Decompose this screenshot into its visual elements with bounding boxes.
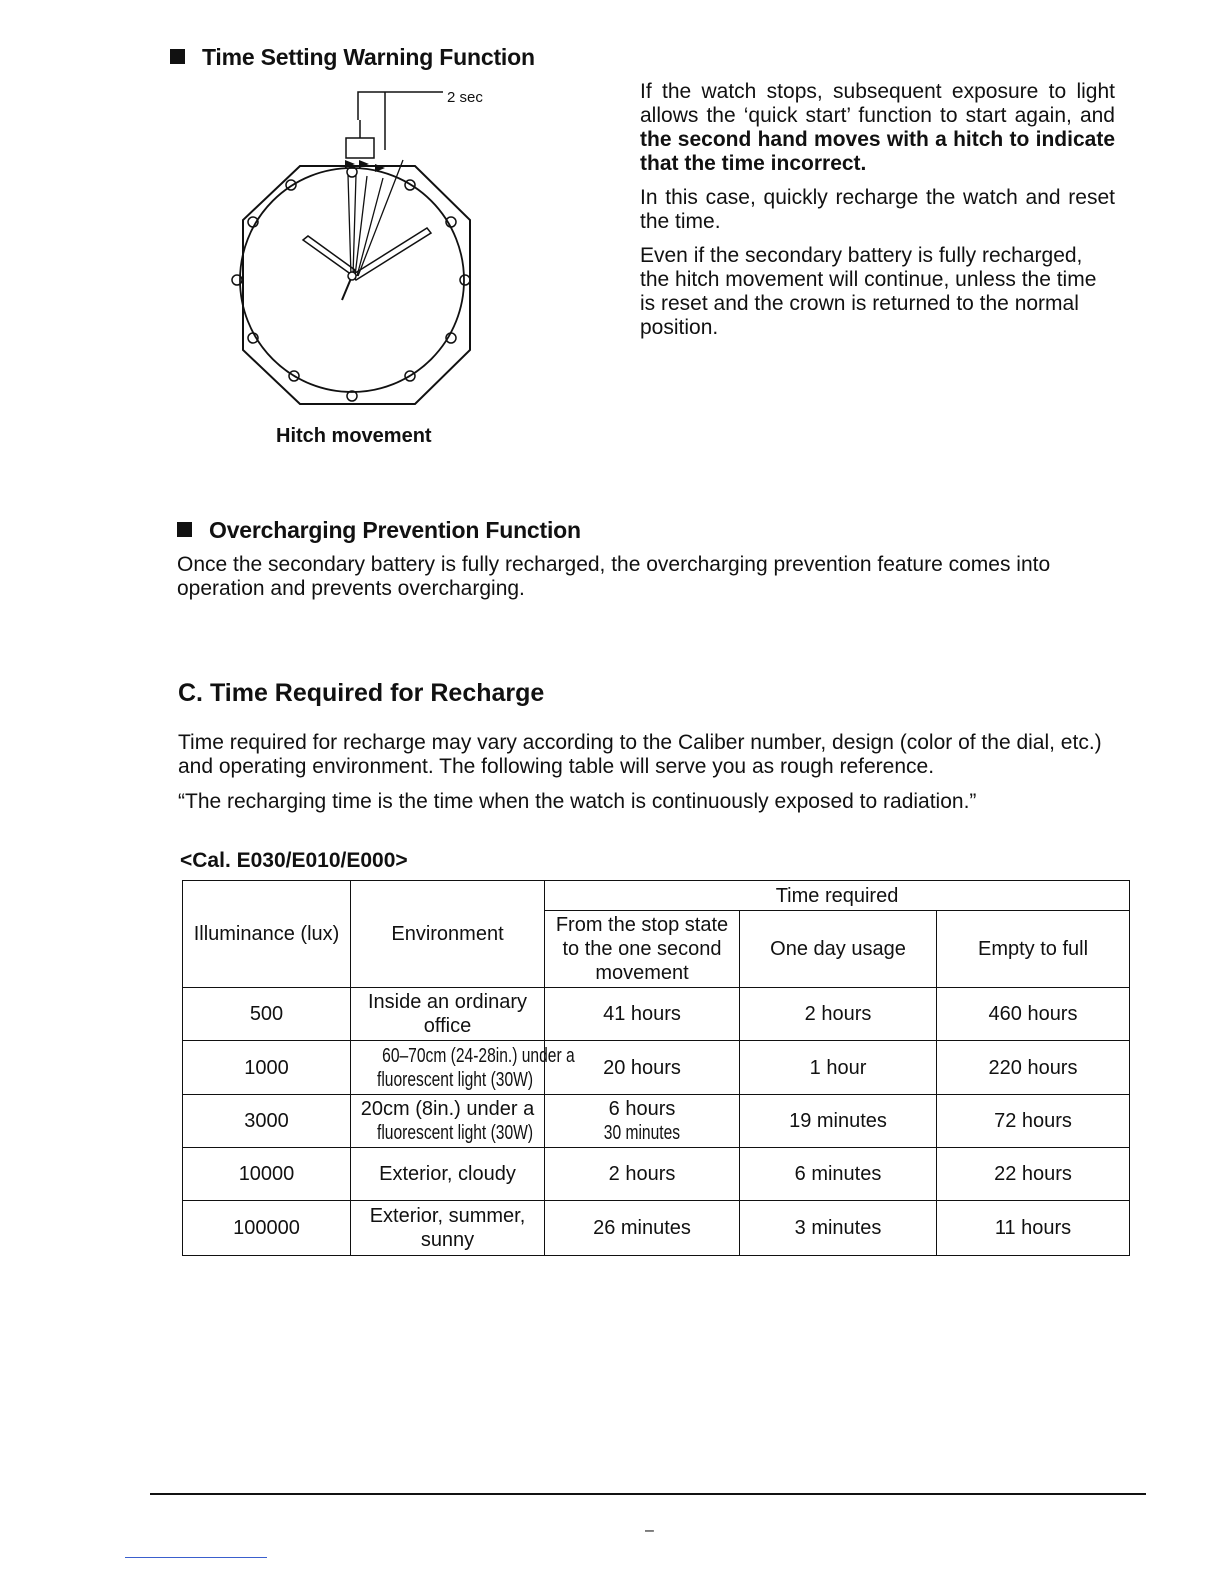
table-row bbox=[183, 1201, 1130, 1256]
table-row bbox=[183, 1041, 1130, 1095]
footer-mark: – bbox=[645, 1522, 654, 1539]
cell-lux: 3000 bbox=[183, 1095, 351, 1148]
cell-env-text: 60–70cm (24-28in.) under a bbox=[382, 1044, 575, 1067]
cell-day: 2 hours bbox=[740, 988, 937, 1041]
bracket-line bbox=[358, 92, 443, 120]
watch-diagram bbox=[215, 80, 505, 415]
cell-day: 6 minutes bbox=[740, 1148, 937, 1201]
two-sec-label: 2 sec bbox=[447, 89, 483, 106]
diagram-caption: Hitch movement bbox=[276, 425, 432, 447]
cell-env bbox=[351, 988, 545, 1041]
header-illuminance: Illuminance (lux) bbox=[183, 881, 351, 988]
cell-env-text: Exterior, summer, sunny bbox=[369, 1205, 526, 1251]
warning-text bbox=[640, 80, 1115, 350]
cell-env-text-2: fluorescent light (30W) bbox=[377, 1068, 534, 1091]
cell-stop-text: 6 hours bbox=[608, 1098, 676, 1120]
overcharge-heading bbox=[177, 517, 581, 544]
overcharge-heading-text: Overcharging Prevention Function bbox=[209, 517, 581, 543]
bullet-square-icon bbox=[177, 522, 192, 537]
cell-lux: 10000 bbox=[183, 1148, 351, 1201]
footer-blue-line bbox=[125, 1557, 267, 1558]
cell-env bbox=[351, 1041, 575, 1095]
recharge-title: C. Time Required for Recharge bbox=[178, 679, 545, 707]
cell-stop: 20 hours bbox=[545, 1041, 740, 1095]
cell-day: 19 minutes bbox=[740, 1095, 937, 1148]
warning-heading bbox=[170, 44, 535, 71]
recharge-para-1: Time required for recharge may vary according to the Caliber number, design (color of the dial, etc.) and operating environment. The following table will serve you as rough reference. bbox=[178, 731, 1102, 778]
cell-stop: 26 minutes bbox=[545, 1201, 740, 1256]
warning-para-2: In this case, quickly recharge the watch and reset the time. bbox=[640, 186, 1115, 233]
cell-day: 1 hour bbox=[740, 1041, 937, 1095]
header-stop-state: From the stop state to the one second movement bbox=[545, 911, 740, 988]
cell-full: 11 hours bbox=[937, 1201, 1130, 1256]
table-row bbox=[183, 1095, 1130, 1148]
cell-day: 3 minutes bbox=[740, 1201, 937, 1256]
cell-env bbox=[351, 1201, 545, 1256]
cell-full: 460 hours bbox=[937, 988, 1130, 1041]
crown-box bbox=[346, 138, 374, 158]
warning-para-1 bbox=[640, 80, 1115, 176]
cell-env bbox=[351, 1095, 545, 1148]
bullet-square-icon bbox=[170, 49, 185, 64]
para1-normal: If the watch stops, subsequent exposure to light allows the ‘quick start’ function to start again, and bbox=[640, 80, 1115, 127]
watch-bezel bbox=[243, 166, 470, 404]
cell-stop bbox=[545, 1095, 740, 1148]
table-row bbox=[183, 988, 1130, 1041]
header-environment: Environment bbox=[351, 881, 545, 988]
cell-stop: 2 hours bbox=[545, 1148, 740, 1201]
cell-full: 22 hours bbox=[937, 1148, 1130, 1201]
cell-env-text: Inside an ordinary office bbox=[368, 991, 527, 1037]
recharge-para-2: “The recharging time is the time when the watch is continuously exposed to radiation.” bbox=[178, 790, 977, 813]
caliber-label: <Cal. E030/E010/E000> bbox=[180, 849, 408, 872]
warning-para-3: Even if the secondary battery is fully recharged, the hitch movement will continue, unless the time is reset and the crown is returned to the normal position. bbox=[640, 244, 1097, 339]
hour-hand bbox=[303, 236, 355, 275]
cell-lux: 100000 bbox=[183, 1201, 351, 1256]
header-one-day: One day usage bbox=[740, 911, 937, 988]
cell-stop-text-2: 30 minutes bbox=[603, 1122, 681, 1144]
cell-full: 220 hours bbox=[937, 1041, 1130, 1095]
cell-env: Exterior, cloudy bbox=[351, 1148, 545, 1201]
minute-hand bbox=[352, 228, 431, 280]
header-time-required: Time required bbox=[545, 881, 1130, 911]
table-header-row bbox=[183, 881, 1130, 911]
overcharge-text: Once the secondary battery is fully recharged, the overcharging prevention feature comes into operation and prevents overcharging. bbox=[177, 553, 1051, 600]
para1-bold: the second hand moves with a hitch to indicate that the time incorrect. bbox=[640, 128, 1115, 175]
cell-env-text: 20cm (8in.) under a bbox=[360, 1098, 535, 1120]
footer-rule bbox=[150, 1493, 1146, 1495]
cell-env-text-2: fluorescent light (30W) bbox=[377, 1122, 534, 1144]
cell-lux: 1000 bbox=[183, 1041, 351, 1095]
cell-full: 72 hours bbox=[937, 1095, 1130, 1148]
recharge-table bbox=[182, 880, 1130, 1256]
cell-stop: 41 hours bbox=[545, 988, 740, 1041]
warning-heading-text: Time Setting Warning Function bbox=[202, 44, 535, 70]
table-row bbox=[183, 1148, 1130, 1201]
header-empty-full: Empty to full bbox=[937, 911, 1130, 988]
cell-lux: 500 bbox=[183, 988, 351, 1041]
